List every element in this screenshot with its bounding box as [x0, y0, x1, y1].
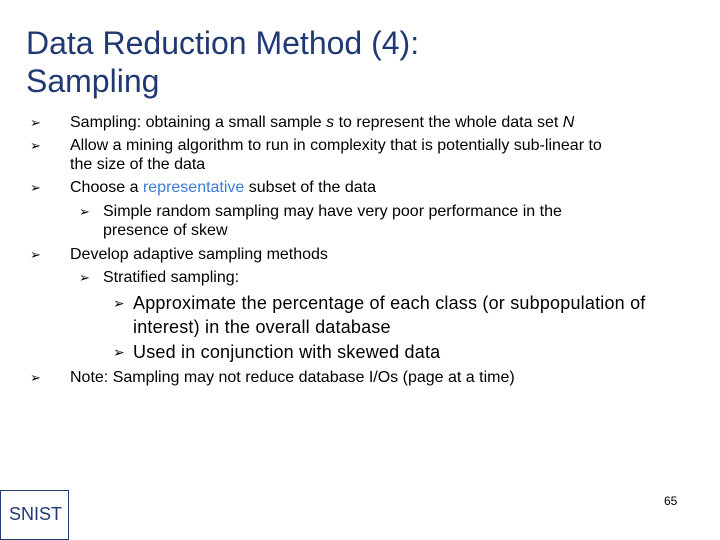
slide-title: [26, 24, 419, 100]
slide-title-line-2: Sampling: [26, 63, 160, 99]
bullet-arrow-icon: ➢: [30, 138, 41, 153]
bullet-text: [70, 178, 376, 197]
bullet-text-italic: s: [326, 114, 335, 131]
bullet-text-highlight: representative: [142, 179, 245, 196]
bullet-arrow-icon: ➢: [30, 370, 41, 385]
bullet-text-part: Choose a: [70, 179, 143, 196]
bullet-text: Allow a mining algorithm to run in complexity that is potentially sub-linear to: [70, 137, 602, 154]
bullet-arrow-icon: ➢: [30, 180, 41, 195]
bullet-arrow-icon: ➢: [30, 115, 41, 130]
bullet-text: Stratified sampling:: [103, 269, 240, 286]
bullet-arrow-icon: ➢: [113, 295, 125, 311]
bullet-text-italic: N: [562, 114, 575, 131]
bullet-text-part: to represent the whole data set: [334, 114, 563, 131]
bullet-text-part: subset of the data: [244, 179, 376, 196]
bullet-text: Simple random sampling may have very poor performance in the: [103, 203, 562, 220]
bullet-text-part: Sampling: obtaining a small sample: [70, 114, 327, 131]
bullet-text: interest) in the overall database: [133, 317, 391, 337]
bullet-text: Note: Sampling may not reduce database I/Os (page at a time): [70, 369, 515, 386]
bullet-text: presence of skew: [103, 222, 228, 239]
bullet-text: Develop adaptive sampling methods: [70, 246, 328, 263]
page-number: 65: [664, 494, 678, 508]
bullet-arrow-icon: ➢: [79, 204, 90, 219]
footer-label: SNIST: [9, 504, 63, 524]
bullet-arrow-icon: ➢: [113, 344, 125, 360]
slide-title-line-1: Data Reduction Method (4):: [26, 25, 420, 61]
bullet-text: [70, 113, 574, 132]
bullet-text: the size of the data: [70, 156, 206, 173]
bullet-text: Approximate the percentage of each class (or subpopulation of: [133, 293, 646, 313]
bullet-text: Used in conjunction with skewed data: [133, 342, 441, 362]
bullet-arrow-icon: ➢: [79, 270, 90, 285]
bullet-arrow-icon: ➢: [30, 247, 41, 262]
